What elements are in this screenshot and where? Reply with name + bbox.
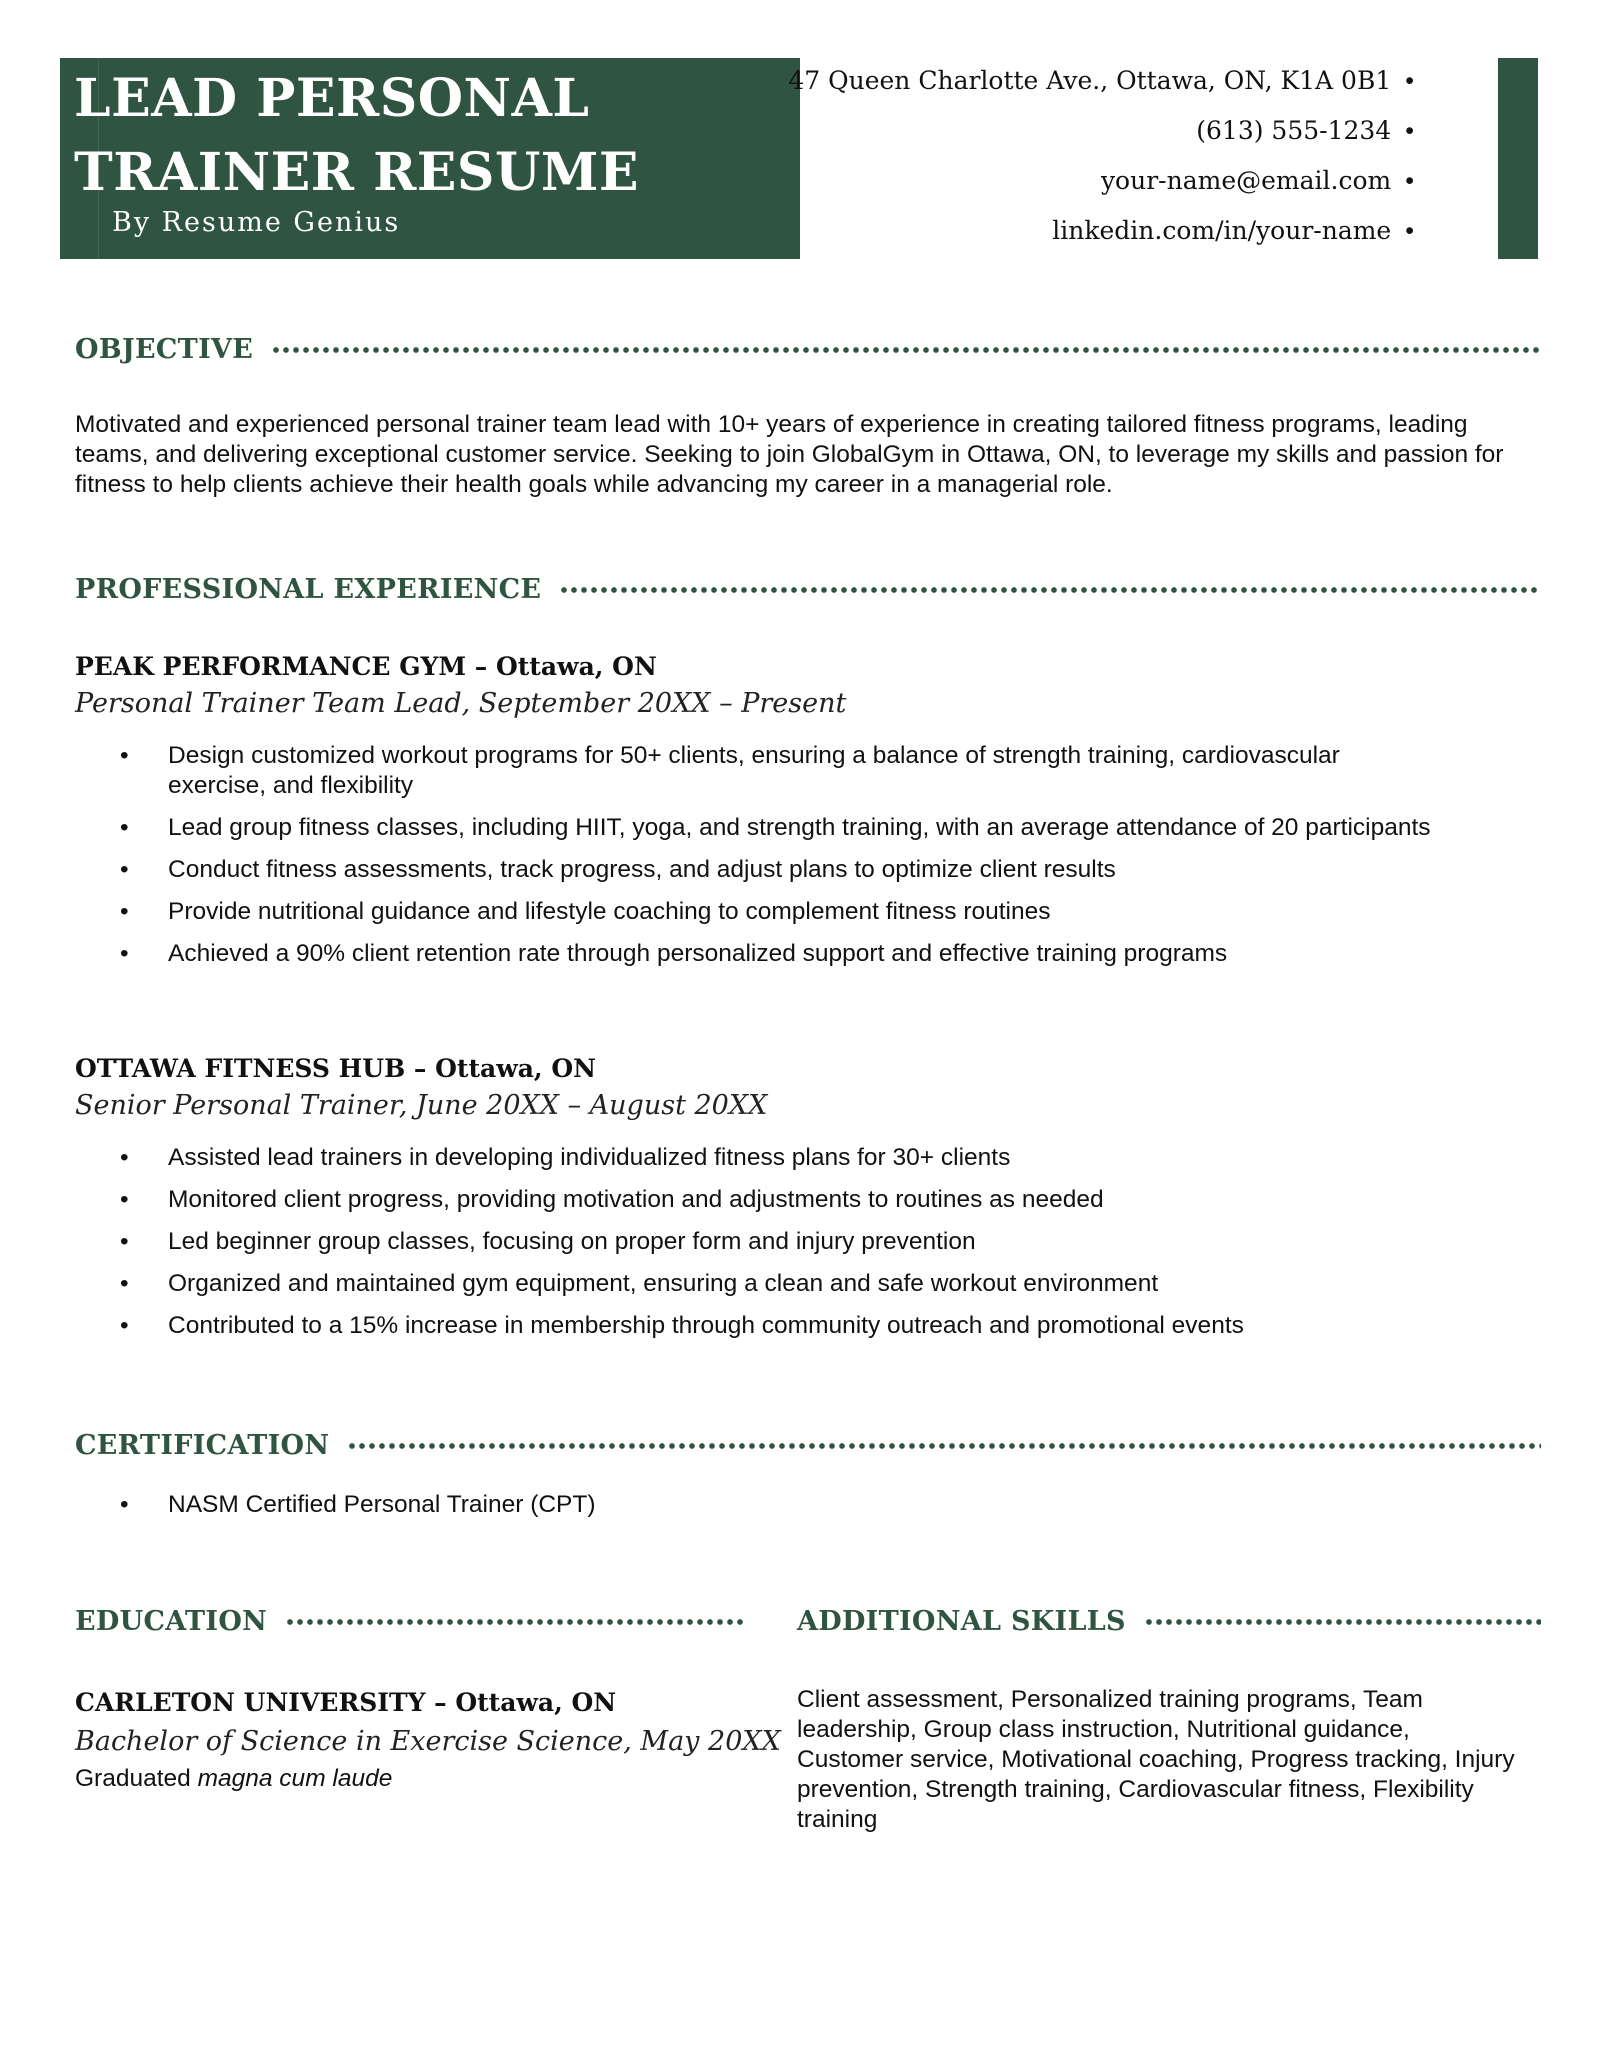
list-item xyxy=(116,1143,1436,1173)
contact-address xyxy=(788,56,1414,106)
bullet-icon: • xyxy=(120,1270,129,1297)
bullet-icon: • xyxy=(1405,117,1414,145)
list-item-text: Assisted lead trainers in developing individualized fitness plans for 30+ clients xyxy=(168,1144,1011,1171)
list-item-text: Conduct fitness assessments, track progress, and adjust plans to optimize client results xyxy=(168,856,1116,883)
dotted-divider xyxy=(559,587,1541,593)
dotted-divider xyxy=(285,1619,747,1625)
section-title: ADDITIONAL SKILLS xyxy=(797,1606,1126,1637)
resume-byline: By Resume Genius xyxy=(112,207,401,238)
list-item-text: Design customized workout programs for 50+ clients, ensuring a balance of strength training, cardiovascular exercise, and flexibility xyxy=(168,742,1340,799)
contact-phone-text: (613) 555-1234 xyxy=(1196,116,1392,145)
contact-address-text: 47 Queen Charlotte Ave., Ottawa, ON, K1A 0B1 xyxy=(788,66,1392,95)
dotted-divider xyxy=(347,1443,1541,1449)
education-honors xyxy=(75,1764,755,1794)
list-item xyxy=(116,855,1436,885)
bullet-icon: • xyxy=(1405,217,1414,245)
section-heading-experience xyxy=(75,574,1541,605)
list-item-text: Contributed to a 15% increase in membership through community outreach and promotional events xyxy=(168,1312,1244,1339)
list-item xyxy=(116,897,1436,927)
bullet-icon: • xyxy=(120,814,129,841)
contact-linkedin-link[interactable]: linkedin.com/in/your-name xyxy=(1052,216,1392,245)
job-role: Personal Trainer Team Lead, September 20XX – Present xyxy=(75,688,847,719)
section-title: CERTIFICATION xyxy=(75,1430,330,1461)
header-accent-bar xyxy=(1498,58,1538,259)
education-honors-prefix: Graduated xyxy=(75,1765,191,1792)
section-title: PROFESSIONAL EXPERIENCE xyxy=(75,574,542,605)
resume-title-line-1: LEAD PERSONAL xyxy=(74,68,590,129)
section-heading-objective xyxy=(75,334,1541,365)
list-item-text: Organized and maintained gym equipment, ensuring a clean and safe workout environment xyxy=(168,1270,1159,1297)
list-item-text: Provide nutritional guidance and lifestyle coaching to complement fitness routines xyxy=(168,898,1051,925)
section-heading-education xyxy=(75,1606,747,1637)
bullet-icon: • xyxy=(1405,67,1414,95)
list-item-text: Lead group fitness classes, including HIIT, yoga, and strength training, with an average attendance of 20 participants xyxy=(168,814,1431,841)
section-heading-skills xyxy=(797,1606,1541,1637)
bullet-icon: • xyxy=(120,1144,129,1171)
list-item xyxy=(116,1311,1436,1341)
job-bullets xyxy=(116,1143,1436,1353)
bullet-icon: • xyxy=(120,1186,129,1213)
list-item xyxy=(116,1490,1436,1520)
list-item xyxy=(116,1269,1436,1299)
list-item xyxy=(116,939,1436,969)
bullet-icon: • xyxy=(120,1228,129,1255)
section-title: OBJECTIVE xyxy=(75,334,254,365)
bullet-icon: • xyxy=(120,940,129,967)
education-school: CARLETON UNIVERSITY – Ottawa, ON xyxy=(75,1688,617,1717)
list-item-text: NASM Certified Personal Trainer (CPT) xyxy=(168,1491,596,1518)
contact-email-link[interactable]: your-name@email.com xyxy=(1100,166,1392,195)
list-item xyxy=(116,1185,1436,1215)
education-degree: Bachelor of Science in Exercise Science, May 20XX xyxy=(75,1726,781,1757)
list-item-text: Achieved a 90% client retention rate through personalized support and effective training programs xyxy=(168,940,1228,967)
bullet-icon: • xyxy=(120,898,129,925)
bullet-icon: • xyxy=(120,1312,129,1339)
job-bullets xyxy=(116,741,1436,981)
contact-block xyxy=(788,56,1414,256)
dotted-divider xyxy=(271,347,1541,353)
contact-email xyxy=(788,156,1414,206)
job-role: Senior Personal Trainer, June 20XX – August 20XX xyxy=(75,1090,768,1121)
education-honors-latin: magna cum laude xyxy=(197,1765,393,1792)
dotted-divider xyxy=(1144,1619,1541,1625)
job-employer: PEAK PERFORMANCE GYM – Ottawa, ON xyxy=(75,652,657,681)
bullet-icon: • xyxy=(120,742,129,769)
job-employer: OTTAWA FITNESS HUB – Ottawa, ON xyxy=(75,1054,596,1083)
section-heading-certification xyxy=(75,1430,1541,1461)
certification-list xyxy=(116,1490,1436,1532)
contact-linkedin xyxy=(788,206,1414,256)
bullet-icon: • xyxy=(1405,167,1414,195)
objective-text: Motivated and experienced personal trainer team lead with 10+ years of experience in creating tailored fitness programs, leading teams, and delivering exceptional customer service. Seeking to join GlobalGym in Ottawa, ON, to leverage my skills and passion for fitness to help clients achieve their health goals while advancing my career in a managerial role. xyxy=(75,411,1504,498)
contact-phone xyxy=(788,106,1414,156)
list-item xyxy=(116,741,1436,801)
resume-title-line-2: TRAINER RESUME xyxy=(74,142,640,203)
bullet-icon: • xyxy=(120,856,129,883)
list-item-text: Monitored client progress, providing motivation and adjustments to routines as needed xyxy=(168,1186,1104,1213)
section-title: EDUCATION xyxy=(75,1606,268,1637)
list-item-text: Led beginner group classes, focusing on proper form and injury prevention xyxy=(168,1228,976,1255)
list-item xyxy=(116,1227,1436,1257)
bullet-icon: • xyxy=(120,1491,129,1518)
list-item xyxy=(116,813,1436,843)
resume-title xyxy=(74,62,774,210)
skills-text: Client assessment, Personalized training programs, Team leadership, Group class instruction, Nutritional guidance, Customer service, Motivational coaching, Progress tracking, Injury prevention, Strength training, Cardiovascular fitness, Flexibility training xyxy=(797,1686,1515,1833)
